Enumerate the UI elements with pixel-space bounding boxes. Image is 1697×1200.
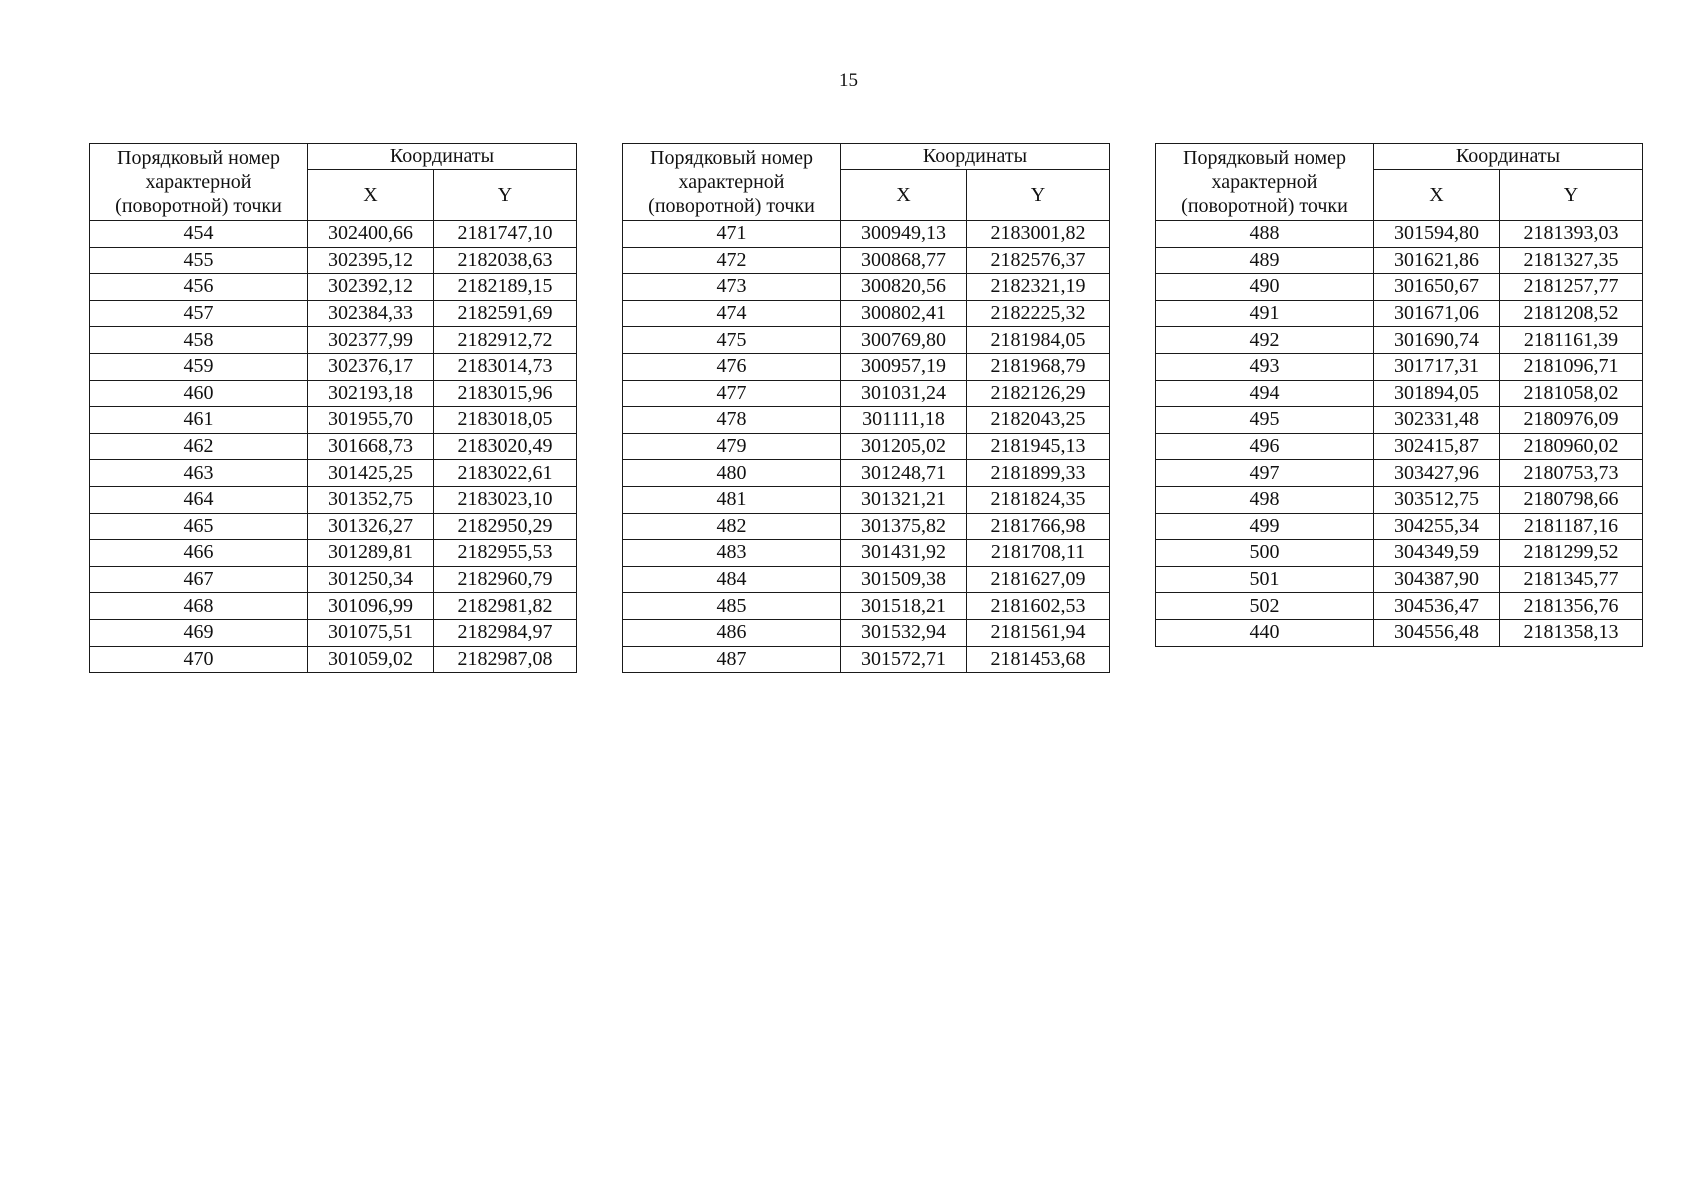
table-row — [90, 300, 577, 327]
cell-y: 2181393,03 — [1500, 221, 1643, 248]
cell-x: 301075,51 — [308, 619, 434, 646]
table-row — [623, 460, 1110, 487]
coordinates-table-1 — [89, 143, 577, 673]
table-row — [90, 460, 577, 487]
cell-y: 2181824,35 — [967, 486, 1110, 513]
cell-point-number: 479 — [623, 433, 841, 460]
cell-y: 2181208,52 — [1500, 300, 1643, 327]
cell-y: 2181899,33 — [967, 460, 1110, 487]
cell-y: 2181257,77 — [1500, 274, 1643, 301]
cell-point-number: 460 — [90, 380, 308, 407]
table-row — [1156, 380, 1643, 407]
cell-x: 301690,74 — [1374, 327, 1500, 354]
cell-point-number: 457 — [90, 300, 308, 327]
cell-x: 302384,33 — [308, 300, 434, 327]
cell-y: 2181299,52 — [1500, 540, 1643, 567]
cell-point-number: 472 — [623, 247, 841, 274]
cell-y: 2181602,53 — [967, 593, 1110, 620]
table-row — [90, 407, 577, 434]
cell-y: 2181766,98 — [967, 513, 1110, 540]
table-row — [1156, 460, 1643, 487]
header-y: Y — [434, 170, 577, 221]
cell-y: 2181345,77 — [1500, 566, 1643, 593]
cell-x: 300868,77 — [841, 247, 967, 274]
table-row — [623, 619, 1110, 646]
cell-point-number: 492 — [1156, 327, 1374, 354]
table-row — [623, 593, 1110, 620]
table-body — [623, 221, 1110, 673]
table-row — [623, 486, 1110, 513]
cell-y: 2183014,73 — [434, 353, 577, 380]
table-row — [1156, 619, 1643, 646]
cell-point-number: 489 — [1156, 247, 1374, 274]
table-row — [1156, 274, 1643, 301]
cell-y: 2181058,02 — [1500, 380, 1643, 407]
cell-y: 2181945,13 — [967, 433, 1110, 460]
cell-y: 2183020,49 — [434, 433, 577, 460]
cell-x: 301668,73 — [308, 433, 434, 460]
table-row — [90, 380, 577, 407]
cell-y: 2182955,53 — [434, 540, 577, 567]
cell-x: 302331,48 — [1374, 407, 1500, 434]
cell-x: 304387,90 — [1374, 566, 1500, 593]
table-row — [1156, 407, 1643, 434]
cell-point-number: 467 — [90, 566, 308, 593]
cell-y: 2183018,05 — [434, 407, 577, 434]
cell-y: 2183022,61 — [434, 460, 577, 487]
cell-point-number: 476 — [623, 353, 841, 380]
cell-point-number: 465 — [90, 513, 308, 540]
header-coordinates: Координаты — [1374, 144, 1643, 170]
cell-x: 301572,71 — [841, 646, 967, 673]
header-x: X — [1374, 170, 1500, 221]
cell-x: 301059,02 — [308, 646, 434, 673]
cell-x: 301111,18 — [841, 407, 967, 434]
cell-point-number: 456 — [90, 274, 308, 301]
cell-point-number: 466 — [90, 540, 308, 567]
cell-point-number: 455 — [90, 247, 308, 274]
cell-x: 304556,48 — [1374, 619, 1500, 646]
cell-y: 2181356,76 — [1500, 593, 1643, 620]
table-body — [1156, 221, 1643, 647]
header-coordinates: Координаты — [308, 144, 577, 170]
cell-x: 300769,80 — [841, 327, 967, 354]
cell-y: 2181453,68 — [967, 646, 1110, 673]
cell-x: 301894,05 — [1374, 380, 1500, 407]
cell-x: 301352,75 — [308, 486, 434, 513]
header-x: X — [841, 170, 967, 221]
cell-x: 302377,99 — [308, 327, 434, 354]
table-row — [90, 540, 577, 567]
cell-point-number: 496 — [1156, 433, 1374, 460]
cell-y: 2181161,39 — [1500, 327, 1643, 354]
cell-point-number: 473 — [623, 274, 841, 301]
header-point-number: Порядковый номер характерной (поворотной) точки — [90, 144, 308, 221]
cell-y: 2181358,13 — [1500, 619, 1643, 646]
cell-x: 303512,75 — [1374, 486, 1500, 513]
table-row — [90, 274, 577, 301]
cell-x: 301289,81 — [308, 540, 434, 567]
cell-point-number: 440 — [1156, 619, 1374, 646]
cell-y: 2182126,29 — [967, 380, 1110, 407]
table-row — [90, 327, 577, 354]
cell-point-number: 486 — [623, 619, 841, 646]
cell-y: 2182912,72 — [434, 327, 577, 354]
cell-y: 2180960,02 — [1500, 433, 1643, 460]
cell-x: 301205,02 — [841, 433, 967, 460]
cell-x: 301594,80 — [1374, 221, 1500, 248]
cell-x: 300820,56 — [841, 274, 967, 301]
coordinates-table-3 — [1155, 143, 1643, 647]
cell-point-number: 498 — [1156, 486, 1374, 513]
cell-y: 2183001,82 — [967, 221, 1110, 248]
cell-y: 2181561,94 — [967, 619, 1110, 646]
page-number: 15 — [839, 70, 858, 91]
table-row — [1156, 513, 1643, 540]
cell-y: 2182576,37 — [967, 247, 1110, 274]
cell-point-number: 499 — [1156, 513, 1374, 540]
cell-point-number: 502 — [1156, 593, 1374, 620]
cell-point-number: 463 — [90, 460, 308, 487]
cell-y: 2182189,15 — [434, 274, 577, 301]
cell-x: 301650,67 — [1374, 274, 1500, 301]
cell-point-number: 454 — [90, 221, 308, 248]
table-row — [623, 221, 1110, 248]
cell-y: 2181187,16 — [1500, 513, 1643, 540]
table-row — [623, 433, 1110, 460]
table-row — [90, 221, 577, 248]
cell-point-number: 470 — [90, 646, 308, 673]
cell-x: 301532,94 — [841, 619, 967, 646]
cell-y: 2181984,05 — [967, 327, 1110, 354]
cell-x: 302415,87 — [1374, 433, 1500, 460]
header-point-number: Порядковый номер характерной (поворотной) точки — [623, 144, 841, 221]
cell-x: 301248,71 — [841, 460, 967, 487]
cell-x: 301250,34 — [308, 566, 434, 593]
header-coordinates: Координаты — [841, 144, 1110, 170]
cell-y: 2182225,32 — [967, 300, 1110, 327]
table-row — [1156, 433, 1643, 460]
cell-point-number: 493 — [1156, 353, 1374, 380]
table-row — [623, 327, 1110, 354]
cell-y: 2181747,10 — [434, 221, 577, 248]
table-row — [90, 619, 577, 646]
table-row — [623, 646, 1110, 673]
cell-point-number: 484 — [623, 566, 841, 593]
table-row — [1156, 593, 1643, 620]
cell-point-number: 490 — [1156, 274, 1374, 301]
cell-point-number: 462 — [90, 433, 308, 460]
cell-x: 300802,41 — [841, 300, 967, 327]
cell-y: 2180976,09 — [1500, 407, 1643, 434]
cell-point-number: 458 — [90, 327, 308, 354]
cell-y: 2182591,69 — [434, 300, 577, 327]
table-row — [623, 540, 1110, 567]
table-row — [90, 247, 577, 274]
cell-point-number: 500 — [1156, 540, 1374, 567]
cell-x: 304255,34 — [1374, 513, 1500, 540]
cell-x: 302376,17 — [308, 353, 434, 380]
table-row — [90, 353, 577, 380]
cell-x: 301375,82 — [841, 513, 967, 540]
cell-point-number: 464 — [90, 486, 308, 513]
table-row — [1156, 221, 1643, 248]
cell-x: 304536,47 — [1374, 593, 1500, 620]
table-row — [623, 407, 1110, 434]
table-row — [623, 247, 1110, 274]
cell-y: 2182987,08 — [434, 646, 577, 673]
table-row — [623, 380, 1110, 407]
cell-point-number: 478 — [623, 407, 841, 434]
cell-point-number: 481 — [623, 486, 841, 513]
cell-point-number: 495 — [1156, 407, 1374, 434]
cell-point-number: 497 — [1156, 460, 1374, 487]
cell-point-number: 485 — [623, 593, 841, 620]
table-row — [623, 274, 1110, 301]
table-row — [1156, 327, 1643, 354]
header-y: Y — [967, 170, 1110, 221]
cell-point-number: 461 — [90, 407, 308, 434]
table-row — [1156, 300, 1643, 327]
cell-y: 2181096,71 — [1500, 353, 1643, 380]
cell-point-number: 487 — [623, 646, 841, 673]
table-row — [1156, 566, 1643, 593]
cell-x: 301431,92 — [841, 540, 967, 567]
cell-x: 302400,66 — [308, 221, 434, 248]
cell-y: 2181968,79 — [967, 353, 1110, 380]
cell-y: 2181627,09 — [967, 566, 1110, 593]
cell-y: 2182321,19 — [967, 274, 1110, 301]
table-row — [1156, 486, 1643, 513]
cell-x: 301425,25 — [308, 460, 434, 487]
cell-y: 2182038,63 — [434, 247, 577, 274]
table-row — [1156, 540, 1643, 567]
cell-x: 301955,70 — [308, 407, 434, 434]
cell-y: 2182981,82 — [434, 593, 577, 620]
cell-x: 301321,21 — [841, 486, 967, 513]
cell-y: 2181708,11 — [967, 540, 1110, 567]
table-row — [90, 646, 577, 673]
cell-y: 2182043,25 — [967, 407, 1110, 434]
cell-point-number: 475 — [623, 327, 841, 354]
cell-x: 301509,38 — [841, 566, 967, 593]
cell-x: 301031,24 — [841, 380, 967, 407]
header-point-number: Порядковый номер характерной (поворотной) точки — [1156, 144, 1374, 221]
cell-y: 2183023,10 — [434, 486, 577, 513]
cell-y: 2183015,96 — [434, 380, 577, 407]
header-y: Y — [1500, 170, 1643, 221]
cell-y: 2180798,66 — [1500, 486, 1643, 513]
table-row — [623, 513, 1110, 540]
cell-point-number: 468 — [90, 593, 308, 620]
cell-x: 304349,59 — [1374, 540, 1500, 567]
cell-point-number: 488 — [1156, 221, 1374, 248]
cell-y: 2182984,97 — [434, 619, 577, 646]
cell-point-number: 482 — [623, 513, 841, 540]
cell-x: 301096,99 — [308, 593, 434, 620]
cell-point-number: 459 — [90, 353, 308, 380]
cell-point-number: 474 — [623, 300, 841, 327]
table-body — [90, 221, 577, 673]
cell-x: 302392,12 — [308, 274, 434, 301]
cell-point-number: 491 — [1156, 300, 1374, 327]
table-row — [623, 300, 1110, 327]
cell-x: 301717,31 — [1374, 353, 1500, 380]
cell-point-number: 501 — [1156, 566, 1374, 593]
header-x: X — [308, 170, 434, 221]
table-row — [90, 593, 577, 620]
cell-x: 303427,96 — [1374, 460, 1500, 487]
table-row — [1156, 247, 1643, 274]
cell-y: 2180753,73 — [1500, 460, 1643, 487]
cell-point-number: 471 — [623, 221, 841, 248]
table-row — [1156, 353, 1643, 380]
table-row — [90, 433, 577, 460]
cell-y: 2181327,35 — [1500, 247, 1643, 274]
cell-x: 301326,27 — [308, 513, 434, 540]
table-row — [90, 486, 577, 513]
cell-x: 301671,06 — [1374, 300, 1500, 327]
cell-x: 301621,86 — [1374, 247, 1500, 274]
cell-x: 302193,18 — [308, 380, 434, 407]
cell-point-number: 469 — [90, 619, 308, 646]
cell-x: 300949,13 — [841, 221, 967, 248]
table-row — [623, 353, 1110, 380]
table-row — [623, 566, 1110, 593]
cell-y: 2182950,29 — [434, 513, 577, 540]
cell-x: 302395,12 — [308, 247, 434, 274]
cell-x: 300957,19 — [841, 353, 967, 380]
cell-y: 2182960,79 — [434, 566, 577, 593]
table-row — [90, 566, 577, 593]
coordinates-table-2 — [622, 143, 1110, 673]
cell-point-number: 480 — [623, 460, 841, 487]
table-row — [90, 513, 577, 540]
cell-point-number: 483 — [623, 540, 841, 567]
cell-x: 301518,21 — [841, 593, 967, 620]
cell-point-number: 494 — [1156, 380, 1374, 407]
cell-point-number: 477 — [623, 380, 841, 407]
